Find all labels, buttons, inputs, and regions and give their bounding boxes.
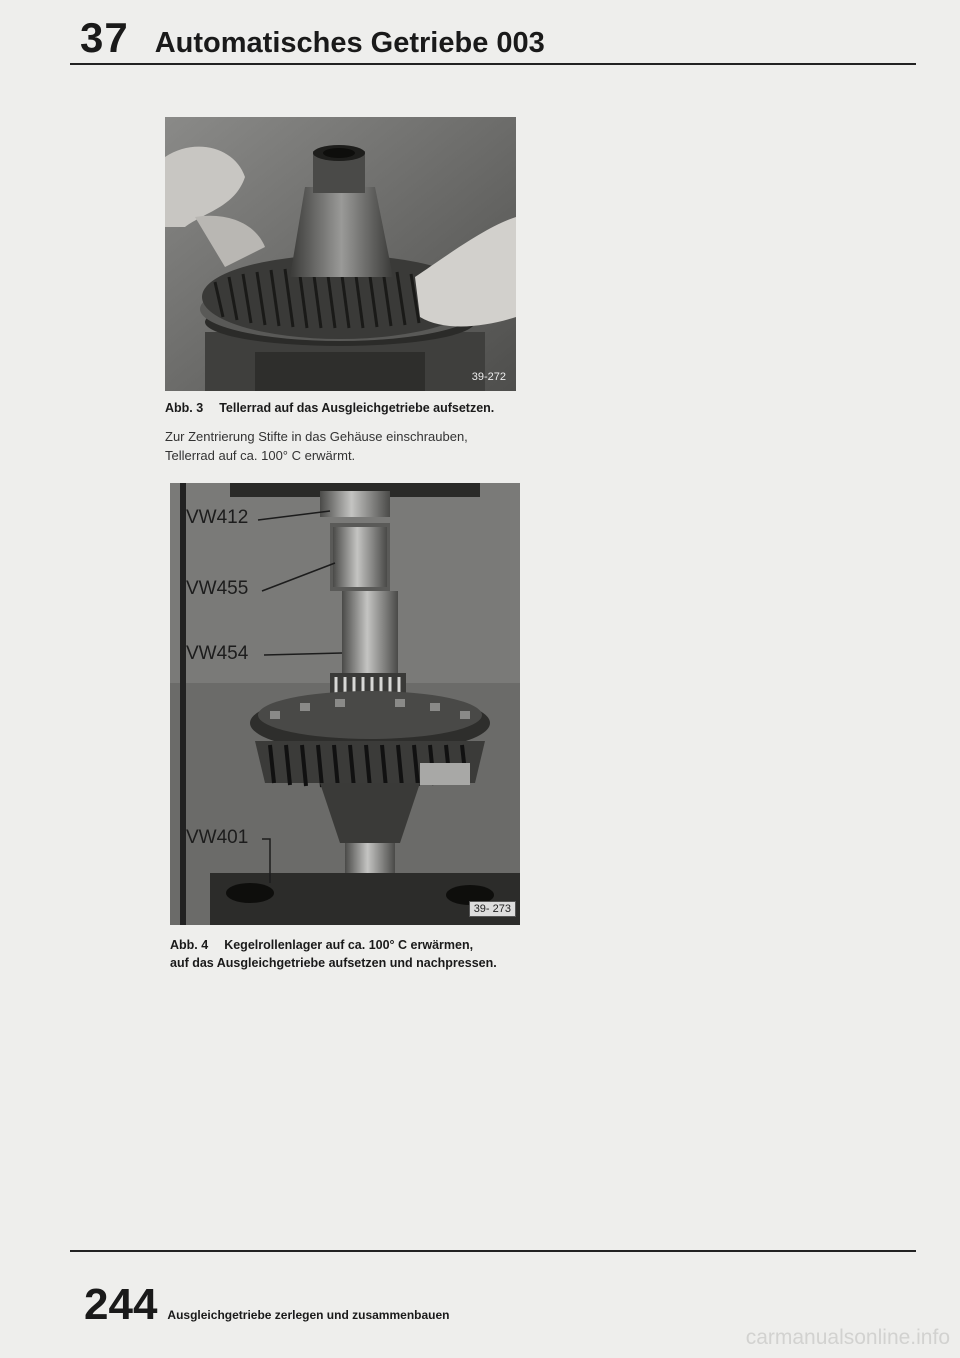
figure-3-photo bbox=[165, 117, 516, 391]
page-footer bbox=[84, 1280, 450, 1330]
figure-3-number: 39-272 bbox=[471, 371, 506, 383]
chapter-number: 37 bbox=[80, 14, 129, 61]
figure-3-caption-text: Tellerrad auf das Ausgleichgetriebe aufsetzen. bbox=[219, 401, 495, 415]
body-line-1: Zur Zentrierung Stifte in das Gehäuse einschrauben, bbox=[165, 429, 468, 444]
header-rule bbox=[70, 63, 916, 65]
footer-rule bbox=[70, 1250, 916, 1252]
figure-4-label: Abb. 4 bbox=[170, 938, 209, 952]
tool-label-vw401: VW401 bbox=[186, 827, 249, 848]
ring-gear-photo-illustration bbox=[165, 117, 516, 391]
chapter-title: Automatisches Getriebe 003 bbox=[154, 27, 545, 59]
bearing-press-photo-illustration bbox=[170, 483, 520, 925]
figure-4-caption bbox=[170, 936, 497, 972]
figure-3-body-text bbox=[165, 427, 468, 465]
footer-section-title: Ausgleichgetriebe zerlegen und zusammenbauen bbox=[167, 1308, 450, 1322]
figure-3-caption bbox=[165, 401, 494, 415]
body-line-2: Tellerrad auf ca. 100° C erwärmt. bbox=[165, 448, 356, 463]
page-number: 244 bbox=[84, 1280, 158, 1329]
figure-3-label: Abb. 3 bbox=[165, 401, 204, 415]
figure-4-caption-line-2: auf das Ausgleichgetriebe aufsetzen und nachpressen. bbox=[170, 956, 497, 970]
chapter-header bbox=[80, 14, 545, 62]
figure-4-number: 39- 273 bbox=[469, 901, 516, 917]
tool-label-vw412: VW412 bbox=[186, 507, 249, 528]
tool-label-vw455: VW455 bbox=[186, 578, 249, 599]
figure-4-caption-line-1: Kegelrollenlager auf ca. 100° C erwärmen, bbox=[224, 938, 474, 952]
tool-label-vw454: VW454 bbox=[186, 643, 249, 664]
watermark: carmanualsonline.info bbox=[745, 1326, 950, 1349]
figure-4-photo bbox=[170, 483, 520, 925]
